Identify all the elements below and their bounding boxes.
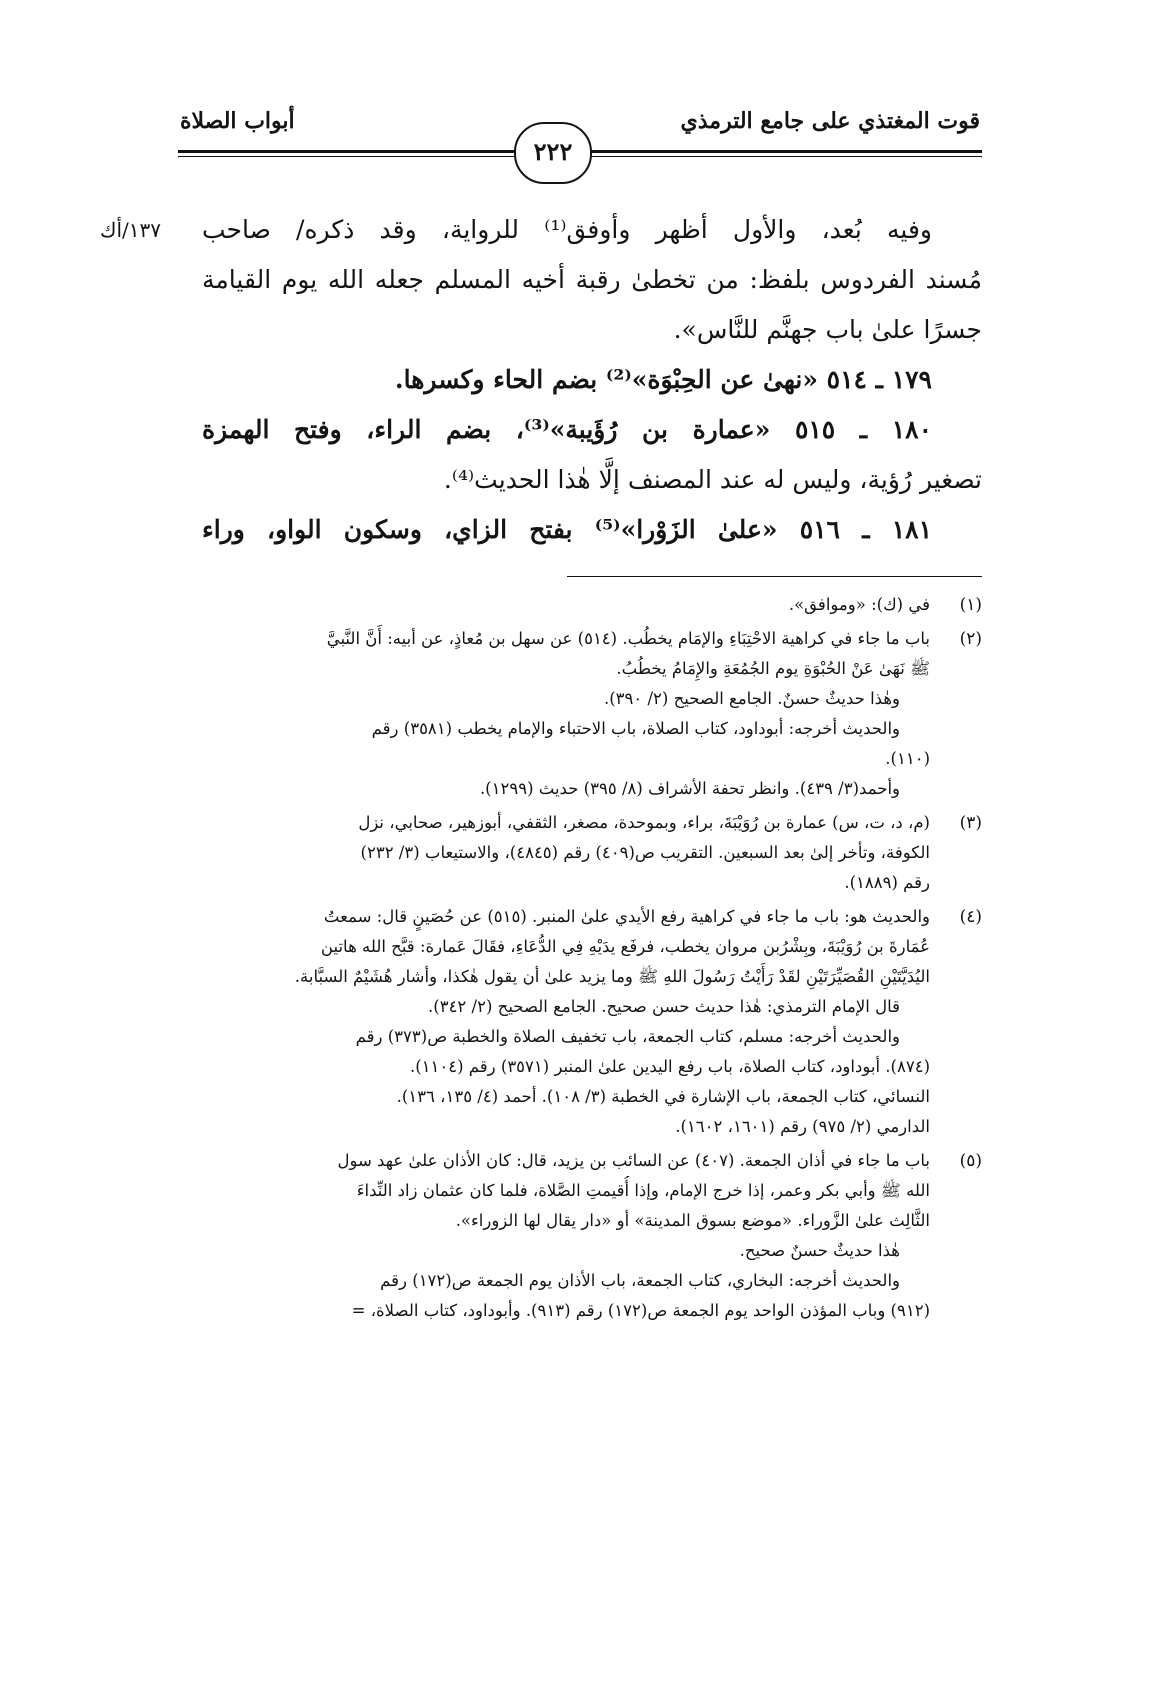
footnote-line: هٰذا حديثٌ حسنٌ صحيح. (739, 1241, 900, 1260)
footnote-4 (212, 902, 982, 1142)
footnote-3 (212, 808, 982, 898)
footnote-line: الله ﷺ وأبي بكر وعمر، إذا خرج الإمام، وإذا أُقيمتِ الصَّلاة، فلما كان عثمان زاد النِّداءَ (356, 1181, 930, 1200)
footnote-line: اليُدَيَّتَيْنِ القُصَيِّرَتَيْنِ لقَدْ رَأَيْتُ رَسُولَ اللهِ ﷺ وما يزيد علىٰ أن يقول هٰكذا، وأشار هُشَيْمٌ السبَّابة. (294, 967, 930, 986)
main-text (202, 205, 982, 555)
header-rule-left (178, 150, 516, 153)
footnote-line: باب ما جاء في أذان الجمعة. (٤٠٧) عن السائب بن يزيد، قال: كان الأذان علىٰ عهد سول (337, 1151, 930, 1170)
book-title: قوت المغتذي على جامع الترمذي (680, 108, 980, 134)
footnote-1 (212, 590, 982, 620)
footnote-line: (٩١٢) وباب المؤذن الواحد يوم الجمعة ص(١٧٢) رقم (٩١٣). وأبوداود، كتاب الصلاة، = (351, 1301, 930, 1320)
footnote-number: (٤) (959, 907, 982, 927)
footnote-line: والحديث أخرجه: مسلم، كتاب الجمعة، باب تخفيف الصلاة والخطبة ص(٣٧٣) رقم (355, 1027, 900, 1046)
entry-179: ١٧٩ ـ ٥١٤ «نهىٰ عن الحِبْوَة»⁽²⁾ بضم الحاء وكسرها. (394, 365, 932, 394)
page-number: ٢٢٢ (514, 122, 592, 184)
main-line: وفيه بُعد، والأول أظهر وأوفق⁽¹⁾ للرواية، وقد ذكره/ صاحب (202, 215, 932, 244)
footnote-line: باب ما جاء في كراهية الاحْتِبَاءِ والإمَام يخطُب. (٥١٤) عن سهل بن مُعاذٍ، عن أبيه: أَنَّ النَّبيَّ (326, 629, 930, 648)
footnote-line: الدارمي (٢/ ٩٧٥) رقم (١٦٠١، ١٦٠٢). (675, 1117, 930, 1136)
chapter-title: أبواب الصلاة (180, 108, 295, 134)
footnote-number: (١) (959, 595, 982, 615)
footnotes (212, 590, 982, 1330)
manuscript-folio-note: ١٣٧/أك (100, 218, 162, 242)
footnote-separator (567, 576, 982, 577)
entry-180: ١٨٠ ـ ٥١٥ «عمارة بن رُؤَيبة»⁽³⁾، بضم الراء، وفتح الهمزة (202, 415, 933, 444)
main-line: مُسند الفردوس بلفظ: من تخطىٰ رقبة أخيه المسلم جعله الله يوم القيامة (202, 265, 982, 294)
footnote-line: رقم (١٨٨٩). (844, 873, 930, 892)
footnote-line: النسائي، كتاب الجمعة، باب الإشارة في الخطبة (٣/ ١٠٨). أحمد (٤/ ١٣٥، ١٣٦). (396, 1087, 930, 1106)
footnote-line: عُمَارةَ بن رُوَيْبَةَ، وبِشْرُبن مروان يخطب، فرفَع يدَيْهِ فِي الدُّعَاءِ، فقَالَ عَمارة: قبَّح الله هاتين (320, 937, 930, 956)
entry-181: ١٨١ ـ ٥١٦ «علىٰ الزَوْرا»⁽⁵⁾ بفتح الزاي، وسكون الواو، وراء (202, 515, 933, 544)
footnote-number: (٥) (959, 1151, 982, 1171)
footnote-line: والحديث أخرجه: البخاري، كتاب الجمعة، باب الأذان يوم الجمعة ص(١٧٢) رقم (380, 1271, 900, 1290)
footnote-line: ﷺ نَهَىٰ عَنْ الحُبْوَةِ يوم الجُمُعَةِ والإِمَامُ يخطُبُ. (616, 659, 930, 678)
footnote-line: والحديث أخرجه: أبوداود، كتاب الصلاة، باب الاحتباء والإمام يخطب (٣٥٨١) رقم (371, 719, 900, 738)
footnote-number: (٢) (959, 629, 982, 649)
footnote-line: (٨٧٤). أبوداود، كتاب الصلاة، باب رفع اليدين علىٰ المنبر (٣٥٧١) رقم (١١٠٤). (409, 1057, 930, 1076)
footnote-5 (212, 1146, 982, 1326)
footnote-line: الكوفة، وتأخر إلىٰ بعد السبعين. التقريب ص(٤٠٩) رقم (٤٨٤٥)، والاستيعاب (٣/ ٢٣٢) (360, 843, 930, 862)
header-rule-right-thin (587, 156, 982, 157)
header-rule-left-thin (178, 156, 516, 157)
footnote-line: والحديث هو: باب ما جاء في كراهية رفع الأيدي علىٰ المنبر. (٥١٥) عن حُصَينٍ قال: سمعتُ (323, 907, 930, 926)
main-line: تصغير رُؤية، وليس له عند المصنف إلَّا هٰذا الحديث⁽⁴⁾. (443, 465, 982, 494)
header-rule-right (587, 150, 982, 153)
footnote-line: قال الإمام الترمذي: هٰذا حديث حسن صحيح. الجامع الصحيح (٢/ ٣٤٢). (428, 997, 900, 1016)
footnote-line: الثَّالِث علىٰ الزَّوراء. «موضع بسوق المدينة» أو «دار يقال لها الزوراء». (455, 1211, 930, 1230)
footnote-2 (212, 624, 982, 804)
footnote-line: (١١٠). (885, 749, 930, 768)
footnote-line: وأحمد(٣/ ٤٣٩). وانظر تحفة الأشراف (٨/ ٣٩٥) حديث (١٢٩٩). (479, 779, 900, 798)
footnote-line: (م، د، ت، س) عمارة بن رُوَيْبَةَ، براء، وبموحدة، مصغر، الثقفي، أبوزهير، صحابي، نزل (358, 813, 930, 832)
main-line: جسرًا علىٰ باب جهنَّم للنَّاس». (673, 315, 982, 344)
footnote-line: وهٰذا حديثٌ حسنٌ. الجامع الصحيح (٢/ ٣٩٠). (603, 689, 900, 708)
footnote-number: (٣) (959, 813, 982, 833)
footnote-line: في (ك): «وموافق». (788, 595, 930, 614)
